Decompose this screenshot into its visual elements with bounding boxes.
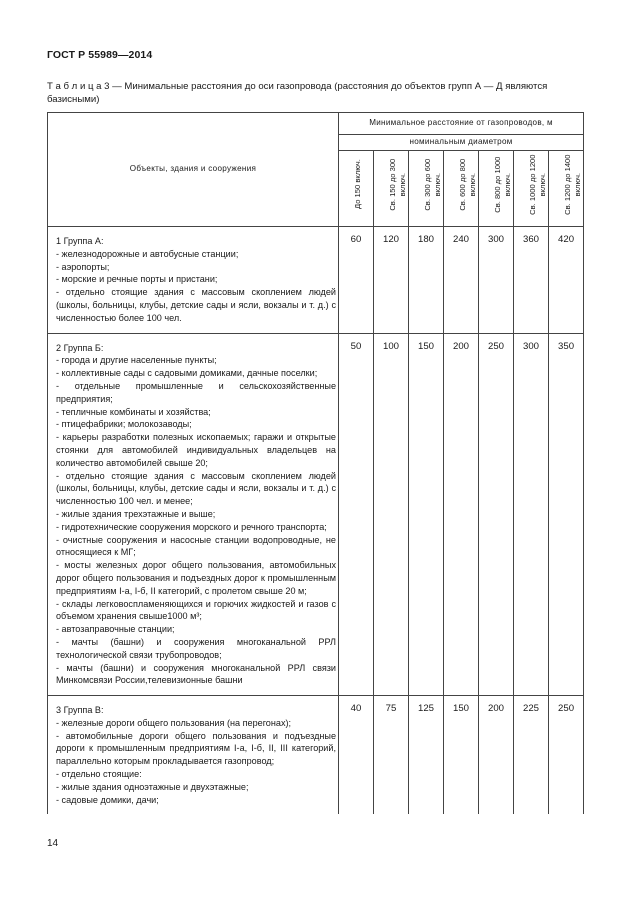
row-value: 125: [409, 696, 444, 815]
row-value: 420: [549, 227, 584, 334]
row-line: - тепличные комбинаты и хозяйства;: [56, 406, 211, 417]
row-line: - железнодорожные и автобусные станции;: [56, 248, 239, 259]
row-line: - мосты железных дорог общего пользования, автомобильных дорог общего пользования и подъездных дорог к промышленным предприятиям I-а, I-б, II категорий, с пролетом свыше 20 м;: [56, 560, 336, 596]
row-value: 350: [549, 333, 584, 696]
row-line: - жилые здания одноэтажные и двухэтажные;: [56, 781, 249, 792]
header-diameter-col: Св. 600 до 800 включ.: [444, 151, 479, 227]
row-line: - отдельно стоящие:: [56, 769, 142, 780]
header-diameter-col: Св. 1200 до 1400 включ.: [549, 151, 584, 227]
row-value: 200: [479, 696, 514, 815]
row-line: 1 Группа А:: [56, 236, 104, 246]
row-objects: [48, 696, 339, 815]
header-diameter-col: Св. 800 до 1000 включ.: [479, 151, 514, 227]
header-diameter: номинальным диаметром: [339, 135, 584, 151]
table-row: [48, 333, 584, 696]
row-value: 300: [514, 333, 549, 696]
row-line: - очистные сооружения и насосные станции водопроводные, не относящиеся к МГ;: [56, 534, 336, 558]
row-line: - города и другие населенные пункты;: [56, 355, 217, 366]
row-line: - мачты (башни) и сооружения многоканальной РРЛ технологической связи трубопроводов;: [56, 636, 336, 660]
document-header: ГОСТ Р 55989—2014: [47, 49, 153, 61]
row-line: - морские и речные порты и пристани;: [56, 274, 218, 285]
row-line: - отдельно стоящие здания с массовым скоплением людей (школы, больницы, клубы, детские сады и ясли, вокзалы и т. д.) с численностью более 100 чел.: [56, 287, 336, 323]
table-caption: Т а б л и ц а 3 — Минимальные расстояния до оси газопровода (расстояния до объектов групп А — Д являются базисными): [47, 81, 548, 105]
row-line: - автомобильные дороги общего пользования и подъездные дороги к промышленным предприятиям I-а, I-б, II, III категорий, параллельно которым прокладывается газопровод;: [56, 730, 336, 767]
row-value: 200: [444, 333, 479, 696]
row-line: 3 Группа В:: [56, 705, 104, 716]
row-line: - садовые домики, дачи;: [56, 794, 159, 805]
row-line: 2 Группа Б:: [56, 342, 104, 353]
row-value: 100: [374, 333, 409, 696]
row-value: 120: [374, 227, 409, 334]
row-value: 300: [479, 227, 514, 334]
row-line: - железные дороги общего пользования (на перегонах);: [56, 717, 292, 728]
row-value: 150: [444, 696, 479, 815]
row-value: 75: [374, 696, 409, 815]
row-line: - коллективные сады с садовыми домиками, дачные поселки;: [56, 368, 318, 379]
header-objects: Объекты, здания и сооружения: [48, 113, 339, 227]
row-line: - склады легковоспламеняющихся и горючих жидкостей и газов с объемом хранения свыше1000 м³;: [56, 598, 336, 622]
row-value: 60: [339, 227, 374, 334]
row-line: - мачты (башни) и сооружения многоканальной РРЛ связи Минкомсвязи России,телевизионные башни: [56, 662, 336, 686]
row-line: - птицефабрики; молокозаводы;: [56, 419, 192, 430]
row-value: 150: [409, 333, 444, 696]
header-min-distance: Минимальное расстояние от газопроводов, м: [339, 113, 584, 135]
header-diameter-col: Св. 300 до 600 включ.: [409, 151, 444, 227]
row-value: 40: [339, 696, 374, 815]
row-value: 225: [514, 696, 549, 815]
row-value: 250: [479, 333, 514, 696]
row-value: 250: [549, 696, 584, 815]
table-row: [48, 696, 584, 815]
row-line: - аэропорты;: [56, 261, 110, 272]
row-objects: [48, 333, 339, 696]
row-line: - карьеры разработки полезных ископаемых; гаражи и открытые стоянки для автомобилей индивидуальных владельцев на количество автомобилей свыше 20;: [56, 432, 336, 468]
page-number: 14: [47, 838, 59, 849]
distance-table: [47, 112, 584, 814]
row-line: - автозаправочные станции;: [56, 624, 175, 635]
row-value: 50: [339, 333, 374, 696]
row-line: - отдельно стоящие здания с массовым скоплением людей (школы, больницы, клубы, детские сады и ясли, вокзалы и т. д.) с численностью 100 чел. и менее;: [56, 470, 336, 507]
header-diameter-col: Св. 1000 до 1200 включ.: [514, 151, 549, 227]
row-value: 240: [444, 227, 479, 334]
row-value: 180: [409, 227, 444, 334]
row-line: - отдельные промышленные и сельскохозяйственные предприятия;: [56, 380, 336, 404]
row-line: - гидротехнические сооружения морского и речного транспорта;: [56, 521, 327, 532]
row-value: 360: [514, 227, 549, 334]
row-objects: [48, 227, 339, 334]
row-line: - жилые здания трехэтажные и выше;: [56, 508, 216, 519]
header-diameter-col: До 150 включ.: [339, 151, 374, 227]
header-diameter-col: Св. 150 до 300 включ.: [374, 151, 409, 227]
table-row: [48, 227, 584, 334]
